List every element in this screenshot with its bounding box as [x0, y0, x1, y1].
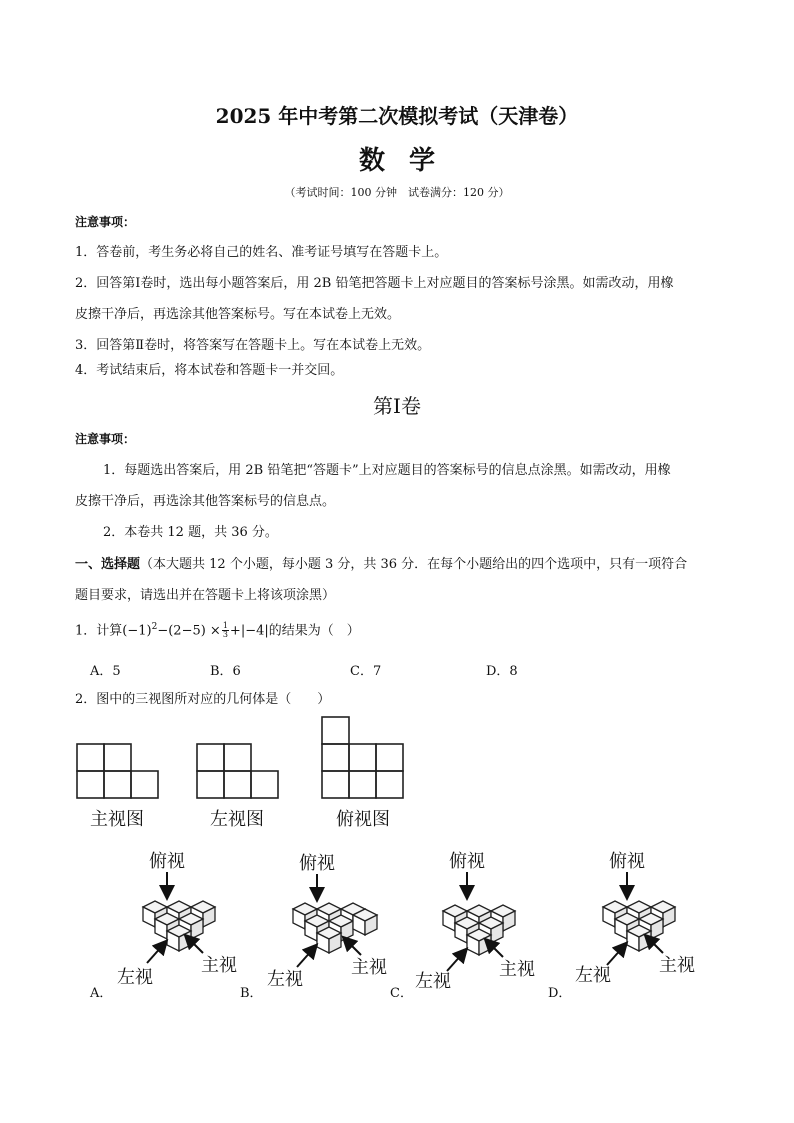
note-item-1: 1．答卷前，考生务必将自己的姓名、准考证号填写在答题卡上。 [75, 245, 448, 260]
q2-option-c: C． [390, 986, 413, 1001]
three-views-figure [70, 712, 420, 837]
option-a-figure [117, 851, 237, 988]
note-item-4: 4．考试结束后，将本试卷和答题卡一并交回。 [75, 363, 344, 378]
option-d-top-label: 俯视 [609, 851, 645, 872]
q1-suffix: 的结果为（ ） [268, 623, 360, 639]
option-a-left-label: 左视 [117, 967, 153, 988]
q1-prefix: 1．计算 [75, 623, 123, 639]
option-b-top-label: 俯视 [299, 853, 335, 874]
option-a-top-label: 俯视 [149, 851, 185, 872]
option-d-left-label: 左视 [575, 965, 611, 986]
q1-expr-a: (−1) [122, 623, 152, 639]
note-item-2: 2．回答第Ⅰ卷时，选出每小题答案后，用 2B 铅笔把答题卡上对应题目的答案标号涂黑。如需改动，用橡 [75, 276, 674, 291]
front-view-label: 主视图 [90, 809, 144, 830]
note-item-3: 3．回答第Ⅱ卷时，将答案写在答题卡上。写在本试卷上无效。 [75, 338, 431, 353]
option-c-figure [415, 851, 535, 992]
section-note-2: 2．本卷共 12 题，共 36 分。 [103, 525, 278, 540]
section-notes-heading: 注意事项： [75, 432, 136, 446]
front-view-drawing [77, 744, 158, 798]
option-b-front-label: 主视 [351, 957, 387, 978]
q1-expr-c: +|−4| [229, 623, 269, 639]
q1-exponent: 2 [151, 622, 158, 632]
section-title: 第Ⅰ卷 [373, 394, 421, 418]
option-c-front-label: 主视 [499, 959, 535, 980]
part1-heading-rest: （本大题共 12 个小题，每小题 3 分，共 36 分．在每个小题给出的四个选项中，只有一项符合 [140, 557, 688, 572]
q1-frac-num: 1 [222, 621, 228, 631]
left-view-label: 左视图 [210, 809, 264, 830]
option-c-left-label: 左视 [415, 971, 451, 992]
q2-option-a: A． [90, 986, 113, 1001]
notes-heading: 注意事项： [75, 215, 136, 229]
q1-option-b: B．6 [210, 664, 241, 679]
q1-option-a: A．5 [90, 664, 121, 679]
q2-option-figures [85, 845, 705, 995]
option-b-figure [267, 853, 387, 990]
q2-option-d: D． [548, 986, 572, 1001]
section-note-1-cont: 皮擦干净后，再选涂其他答案标号的信息点。 [75, 494, 336, 509]
q2-option-b: B． [240, 986, 263, 1001]
part1-heading-line2: 题目要求，请选出并在答题卡上将该项涂黑） [75, 588, 336, 603]
q1-fraction [222, 622, 229, 639]
exam-info: （考试时间：100 分钟 试卷满分：120 分） [284, 186, 510, 199]
top-view-label: 俯视图 [336, 809, 390, 830]
part1-heading-lead: 一、选择题 [75, 557, 141, 572]
top-view-drawing [322, 717, 403, 798]
subject-title: 数学 [358, 146, 459, 176]
option-d-front-label: 主视 [659, 955, 695, 976]
exam-title: 2025 年中考第二次模拟考试（天津卷） [215, 104, 579, 128]
q1-option-d: D．8 [486, 664, 518, 679]
q1-frac-den: 3 [222, 630, 228, 640]
note-item-2-cont: 皮擦干净后，再选涂其他答案标号。写在本试卷上无效。 [75, 307, 401, 322]
section-note-1: 1．每题选出答案后，用 2B 铅笔把“答题卡”上对应题目的答案标号的信息点涂黑。如需改动，用橡 [103, 463, 671, 478]
q1-option-c: C．7 [350, 664, 382, 679]
part1-heading [75, 557, 687, 573]
left-view-drawing [197, 744, 278, 798]
question-1 [75, 622, 360, 639]
option-c-top-label: 俯视 [449, 851, 485, 872]
option-d-figure [575, 851, 695, 986]
q1-expr-b: −(2−5) × [157, 623, 221, 639]
option-a-front-label: 主视 [201, 955, 237, 976]
option-b-left-label: 左视 [267, 969, 303, 990]
question-2: 2．图中的三视图所对应的几何体是（ ） [75, 692, 331, 707]
